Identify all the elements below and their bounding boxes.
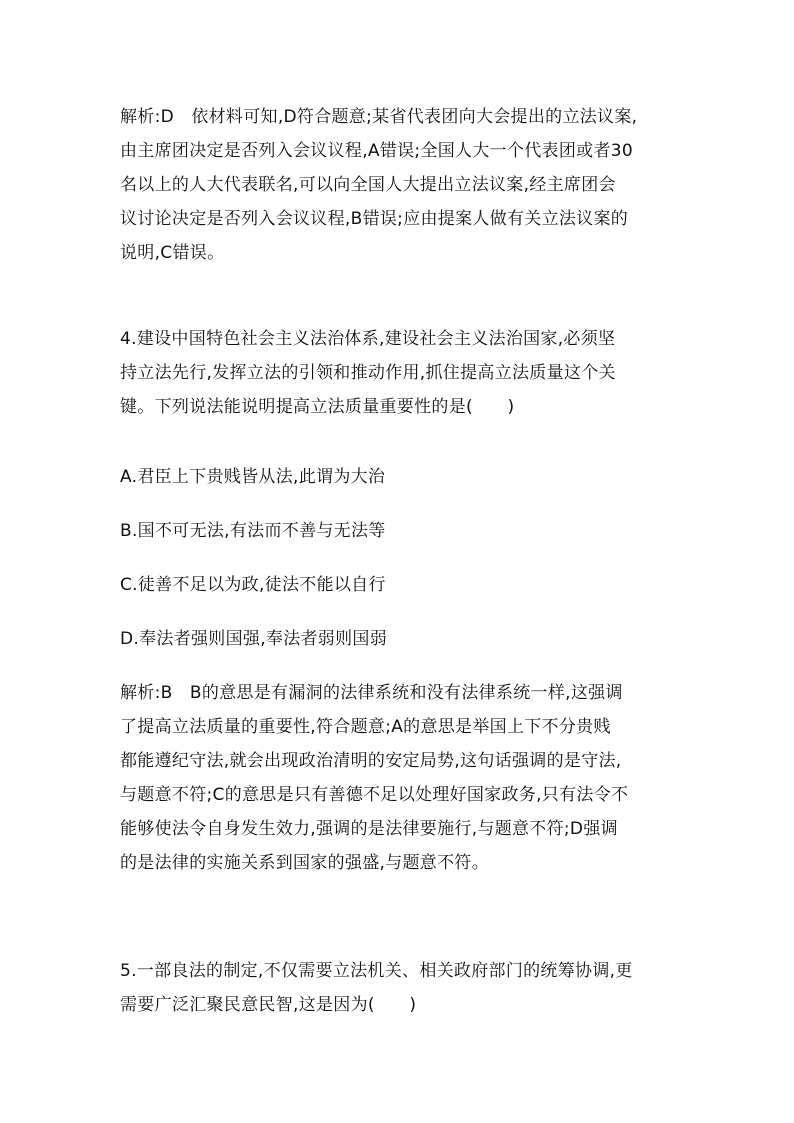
text-line: 的是法律的实施关系到国家的强盛,与题意不符。 <box>120 853 490 873</box>
explanation-q4 <box>120 676 690 880</box>
question-4-stem <box>120 322 690 424</box>
text-line: 5.一部良法的制定,不仅需要立法机关、相关政府部门的统筹协调,更 <box>120 961 633 981</box>
question-4-option-b <box>120 514 690 548</box>
text-line: 持立法先行,发挥立法的引领和推动作用,抓住提高立法质量这个关 <box>120 363 616 383</box>
text-line: 与题意不符;C的意思是只有善德不足以处理好国家政务,只有法令不 <box>120 785 629 805</box>
text-line: 议讨论决定是否列入会议议程,B错误;应由提案人做有关立法议案的 <box>120 209 629 229</box>
question-4-option-c <box>120 568 690 602</box>
text-line: 由主席团决定是否列入会议议程,A错误;全国人大一个代表团或者30 <box>120 141 633 161</box>
text-line: 说明,C错误。 <box>120 243 225 263</box>
text-line: 名以上的人大代表联名,可以向全国人大提出立法议案,经主席团会 <box>120 175 616 195</box>
text-line: 4.建设中国特色社会主义法治体系,建设社会主义法治国家,必须坚 <box>120 329 616 349</box>
option-text: A.君臣上下贵贱皆从法,此谓为大治 <box>120 467 386 487</box>
text-line: 需要广泛汇聚民意民智,这是因为( ) <box>120 995 417 1015</box>
text-line: 解析:D 依材料可知,D符合题意;某省代表团向大会提出的立法议案, <box>120 107 638 127</box>
text-line: 都能遵纪守法,就会出现政治清明的安定局势,这句话强调的是守法, <box>120 751 622 771</box>
text-line: 能够使法令自身发生效力,强调的是法律要施行,与题意不符;D强调 <box>120 819 618 839</box>
text-line: 解析:B B的意思是有漏洞的法律系统和没有法律系统一样,这强调 <box>120 683 623 703</box>
question-4-option-a <box>120 460 690 494</box>
option-text: B.国不可无法,有法而不善与无法等 <box>120 521 386 541</box>
option-text: C.徒善不足以为政,徒法不能以自行 <box>120 575 386 595</box>
option-text: D.奉法者强则国强,奉法者弱则国弱 <box>120 629 387 649</box>
explanation-q3 <box>120 100 690 270</box>
text-line: 了提高立法质量的重要性,符合题意;A的意思是举国上下不分贵贱 <box>120 717 611 737</box>
text-line: 键。下列说法能说明提高立法质量重要性的是( ) <box>120 397 515 417</box>
question-4-option-d <box>120 622 690 656</box>
question-5-stem <box>120 954 690 1022</box>
